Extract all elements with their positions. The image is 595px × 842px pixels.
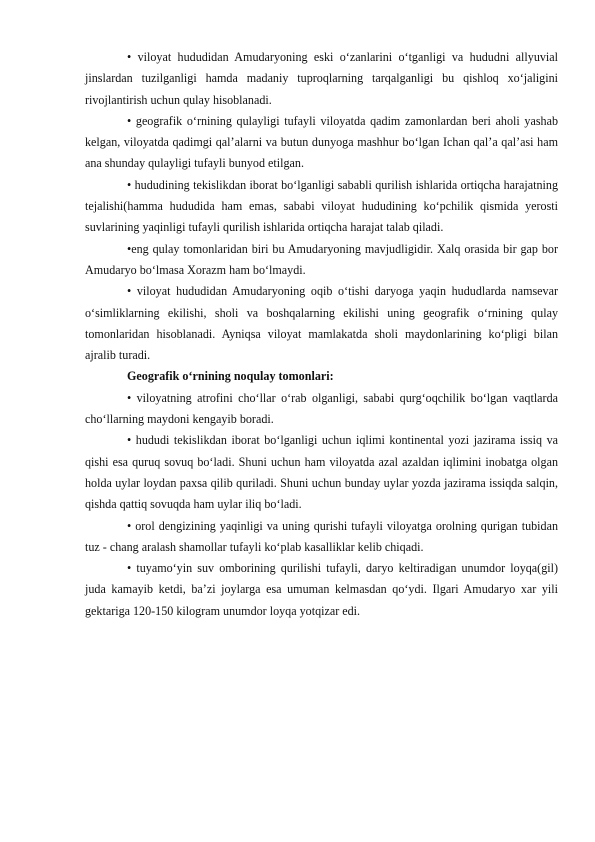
- paragraph-deserts: • viloyatning atrofini cho‘llar o‘rab olganligi, sababi qurg‘oqchilik bo‘lgan vaqtlarda cho‘llarning maydoni kengayib boradi.: [85, 390, 558, 427]
- paragraph-aral-sea: • orol dengizining yaqinligi va uning qurishi tufayli viloyatga orolning qurigan tubidan tuz - chang aralash shamollar tufayli ko‘plab kasalliklar kelib chiqadi.: [85, 518, 558, 554]
- paragraph-reservoir-silt: • tuyamo‘yin suv omborining qurilishi tufayli, daryo keltiradigan unumdor loyqa(gil) juda kamayib ketdi, ba’zi joylarga esa umuman kelmasdan qo‘ydi. Ilgari Amudaryo xar yili gektariga 120-150 kilogram unumdor loyqa yotqizar edi.: [85, 561, 558, 618]
- paragraph-ichan-qala: • geografik o‘rnining qulayligi tufayli viloyatda qadim zamonlardan beri aholi yashab kelgan, viloyatda qadimgi qal’alarni va butun dunyoga mashhur bo‘lgan Ichan qal’a qal’asi ham ana shunday qulayligi tufayli bunyod etilgan.: [85, 113, 558, 171]
- section-heading: Geografik o‘rnining noqulay tomonlari:: [127, 369, 334, 384]
- paragraph-amudarya-presence: •eng qulay tomonlaridan biri bu Amudaryoning mavjudligidir. Xalq orasida bir gap bor Amudaryo bo‘lmasa Xorazm ham bo‘lmaydi.: [85, 241, 558, 277]
- paragraph-alluvial-soils: • viloyat hududidan Amudaryoning eski o‘zanlarini o‘tganligi va hududni allyuvial jinslardan tuzilganligi hamda madaniy tuproqlarning tarqalganligi bu qishloq xo‘jaligini rivojlantirish uchun qulay hisoblanadi.: [85, 50, 558, 107]
- paragraph-flat-terrain: • hududining tekislikdan iborat bo‘lganligi sababli qurilish ishlarida ortiqcha harajatning tejalishi(hamma hududida ham emas, sababi viloyat hududining ko‘pchilik qismida yerosti suvlarining yaqinligi tufayli qurilish ishlarida ortiqcha harajat talab qiladi.: [85, 177, 558, 235]
- document-page: [85, 47, 558, 622]
- paragraph-rice-fields: • viloyat hududidan Amudaryoning oqib o‘tishi daryoga yaqin hududlarda namsevar o‘simliklarning ekilishi, sholi va boshqalarning ekilishi uning geografik o‘rnining qulay tomonlaridan hisoblanadi. Ayniqsa viloyat mamlakatda sholi maydonlarining ko‘pligi bilan ajralib turadi.: [85, 284, 558, 363]
- paragraph-continental-climate: • hududi tekislikdan iborat bo‘lganligi uchun iqlimi kontinental yozi jazirama issiq va qishi esa quruq sovuq bo‘ladi. Shuni uchun ham viloyatda azal azaldan iqlimini inobatga olgan holda uylar loydan paxsa qilib quriladi. Shuni uchun bunday uylar yozda jazirama issiqda salqin, qishda qattiq sovuqda ham uylar iliq bo‘ladi.: [85, 433, 558, 512]
